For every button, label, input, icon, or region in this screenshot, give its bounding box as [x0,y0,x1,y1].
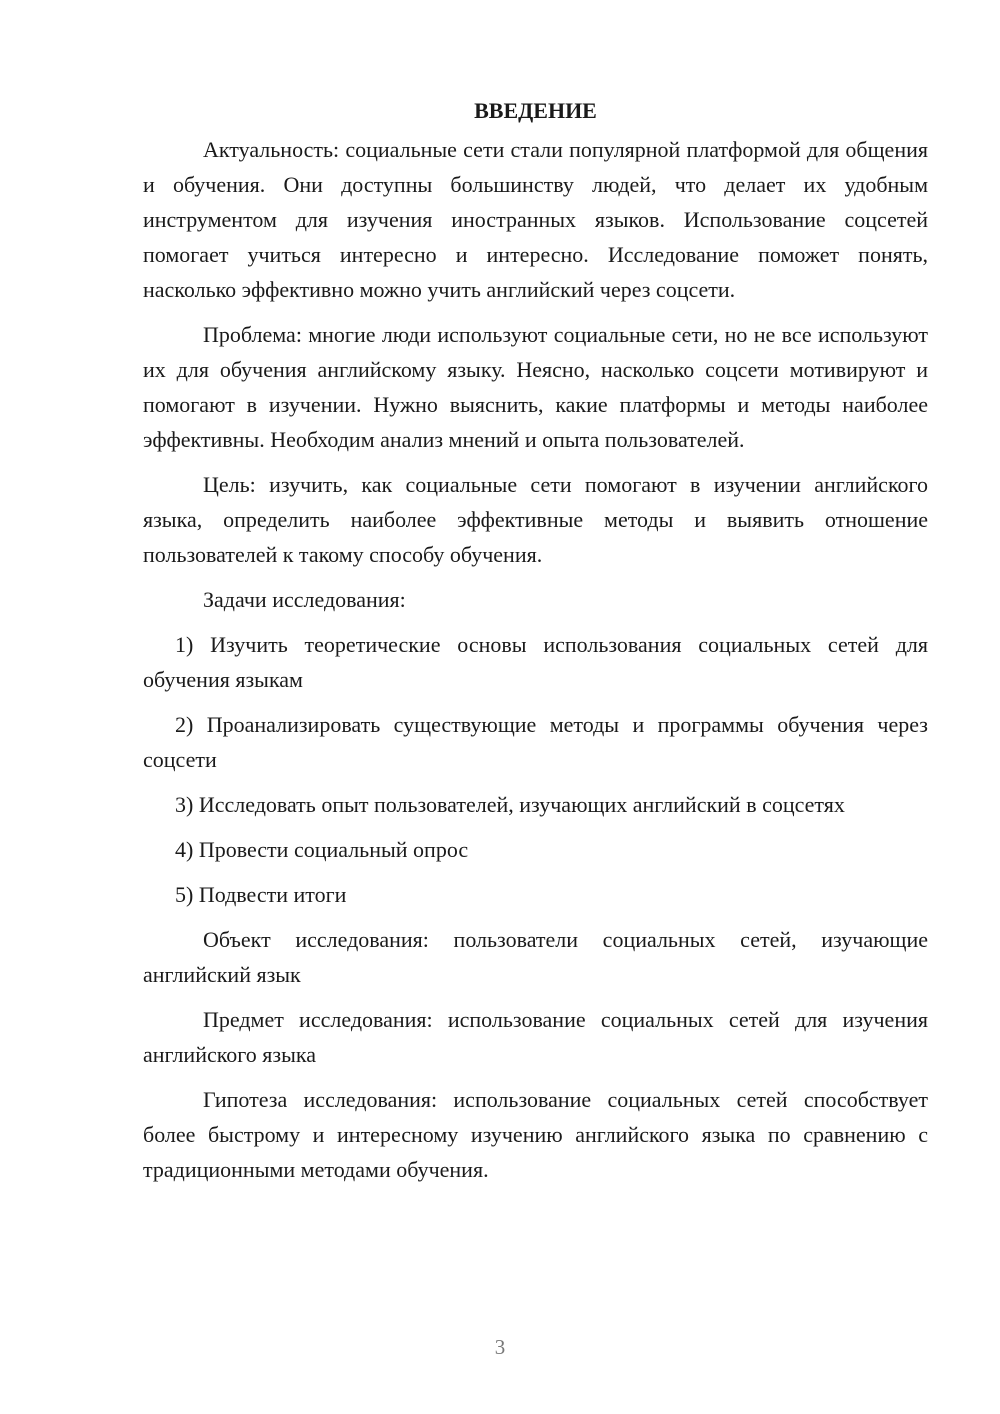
task-item-2: 2) Проанализировать существующие методы и программы обучения через соцсети [143,712,928,772]
goal-paragraph: Цель: изучить, как социальные сети помогают в изучении английского языка, определить наиболее эффективные методы и выявить отношение пользователей к такому способу обучения. [143,472,928,567]
task-item-1: 1) Изучить теоретические основы использования социальных сетей для обучения языкам [143,632,928,692]
section-heading: ВВЕДЕНИЕ [474,98,597,123]
tasks-title: Задачи исследования: [203,587,406,612]
page-number: 3 [494,1335,506,1359]
problem-paragraph: Проблема: многие люди используют социальные сети, но не все используют их для обучения английскому языку. Неясно, насколько соцсети мотивируют и помогают в изучении. Нужно выяснить, какие платформы и методы наиболее эффективны. Необходим анализ мнений и опыта пользователей. [143,322,928,452]
task-item-5: 5) Подвести итоги [175,882,347,907]
object-paragraph: Объект исследования: пользователи социальных сетей, изучающие английский язык [143,927,928,987]
hypothesis-paragraph: Гипотеза исследования: использование социальных сетей способствует более быстрому и интересному изучению английского языка по сравнению с традиционными методами обучения. [143,1087,928,1182]
page-content [143,93,928,1197]
relevance-paragraph: Актуальность: социальные сети стали популярной платформой для общения и обучения. Они доступны большинству людей, что делает их удобным инструментом для изучения иностранных языков. Использование соцсетей помогает учиться интересно и интересно. Исследование поможет понять, насколько эффективно можно учить английский через соцсети. [143,137,928,302]
task-item-4: 4) Провести социальный опрос [175,837,469,862]
subject-paragraph: Предмет исследования: использование социальных сетей для изучения английского языка [143,1007,928,1067]
task-item-3: 3) Исследовать опыт пользователей, изучающих английский в соцсетях [175,792,845,817]
